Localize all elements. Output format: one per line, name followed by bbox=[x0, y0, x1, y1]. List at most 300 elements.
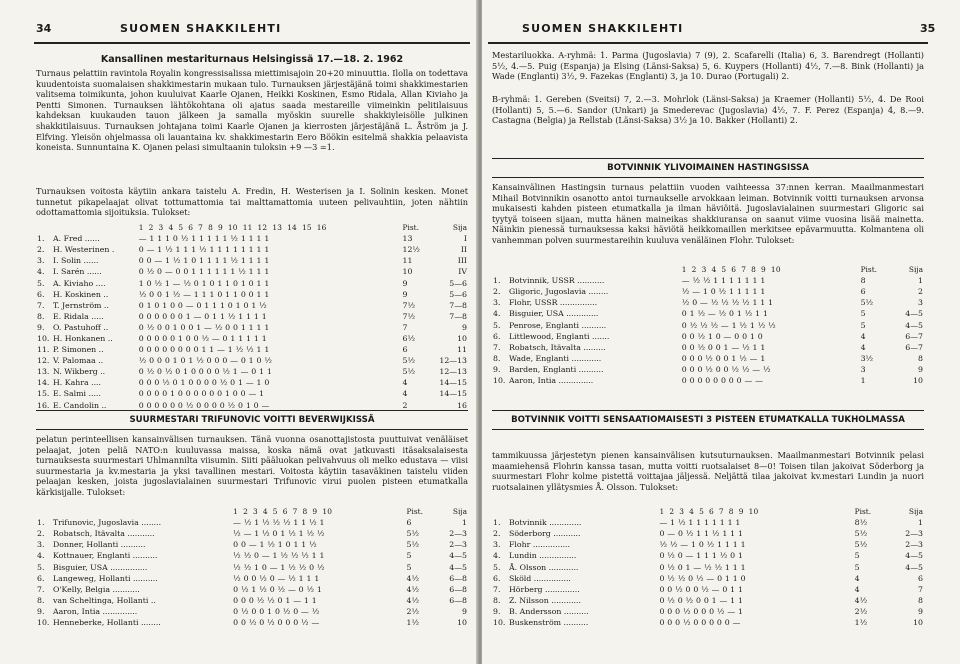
player-rank: 4. bbox=[37, 551, 45, 561]
player-points: 4 bbox=[854, 573, 860, 583]
article-body-2 bbox=[492, 94, 924, 126]
table-row bbox=[492, 331, 924, 342]
player-name: Robatsch, Itävalta ......... bbox=[509, 342, 606, 352]
player-results: 0 ½ 0 ½ 0 0 1 — 1 1 bbox=[659, 595, 744, 605]
player-position: 1 bbox=[462, 518, 467, 528]
player-position: 7—8 bbox=[449, 311, 467, 321]
player-position: 9 bbox=[918, 606, 923, 616]
article-paragraph: Turnaus pelattiin ravintola Royalin kongressisalissa miettimisajoin 20+20 minuuttia. Ilolla on todettava kuudentoista suomalaisen shakkimestarin mukaan tulo. Turnauksen järjestäjänä toimi shakkimestarien valitsema toimikunta, johon kuuluivat Kaarle Ojanen, Heikki Koskinen, Esmo Ridala, Allan Kiviaho ja Pentti Simonen. Turnauksen lähtökohtana oli ajatus saada mestareille viimeinkin pelitilaisuus kahdeksan kuukauden tauon jälkeen ja samalla myöskin suurelle shakkiyleisölle julkinen shakkitilaisuus. Turnauksen johtajana toimi Kaarle Ojanen ja kierrosten järjestäjänä L. Åström ja J. Elfving. Yleisön ohjelmassa oli lauantaina kv. shakkimestarin Eero Böökin esitelmä shakkia pelaavista koneista. Sunnuntaina K. Ojanen pelasi simultaanin tuloksin +9 —3 =1. bbox=[36, 68, 468, 153]
player-rank: 9. bbox=[37, 322, 45, 332]
crosstable-kansallinen bbox=[36, 222, 468, 411]
header-pts: Pist. bbox=[406, 507, 423, 517]
player-results: — 1 ½ 1 1 1 1 1 1 1 bbox=[659, 518, 741, 528]
page-header: SUOMEN SHAKKILEHTI bbox=[522, 22, 684, 35]
player-name: Å. Olsson ............ bbox=[509, 562, 579, 572]
player-results: 0 ½ ½ ½ — 1 ½ 1 ½ ½ bbox=[681, 320, 776, 330]
header-pos: Sija bbox=[452, 223, 467, 233]
player-rank: 2. bbox=[493, 287, 501, 297]
player-points: 4 bbox=[860, 342, 866, 352]
player-points: 5 bbox=[406, 562, 412, 572]
column-number: 1 bbox=[659, 507, 665, 517]
table-row bbox=[36, 300, 468, 311]
player-rank: 8. bbox=[493, 353, 501, 363]
player-results: — ½ ½ 1 1 1 1 1 1 1 bbox=[681, 276, 766, 286]
player-name: Penrose, Englanti .......... bbox=[509, 320, 607, 330]
column-number: 2 bbox=[669, 507, 675, 517]
player-name: B. Andersson .......... bbox=[509, 606, 589, 616]
player-results: 0 0 0 0 0 0 0 0 1 1 — 1 ½ ½ 1 1 bbox=[138, 345, 270, 355]
header-pos: Sija bbox=[908, 265, 923, 275]
player-points: 5½ bbox=[406, 540, 420, 550]
column-number: 12 bbox=[257, 223, 268, 233]
column-number: 4 bbox=[168, 223, 174, 233]
column-number: 6 bbox=[731, 265, 737, 275]
player-position: 14—15 bbox=[439, 389, 467, 399]
player-name: Littlewood, Englanti ....... bbox=[509, 331, 610, 341]
column-number: 11 bbox=[242, 223, 253, 233]
player-rank: 2. bbox=[37, 245, 45, 255]
player-position: 2—3 bbox=[905, 540, 923, 550]
header-pts: Pist. bbox=[402, 223, 419, 233]
player-points: 3½ bbox=[860, 353, 874, 363]
player-results: ½ 0 0 1 ½ — 1 1 1 0 1 1 0 0 1 1 bbox=[138, 289, 270, 299]
player-rank: 10. bbox=[37, 617, 50, 627]
table-row bbox=[492, 517, 924, 528]
column-number: 15 bbox=[301, 223, 312, 233]
table-row bbox=[492, 319, 924, 330]
player-rank: 7. bbox=[37, 584, 45, 594]
player-rank: 6. bbox=[37, 573, 45, 583]
player-rank: 7. bbox=[493, 584, 501, 594]
player-name: H. Kahra .... bbox=[53, 378, 102, 388]
player-rank: 14. bbox=[37, 378, 50, 388]
column-number: 9 bbox=[217, 223, 223, 233]
table-row bbox=[36, 244, 468, 255]
table-row bbox=[36, 255, 468, 266]
player-position: 10 bbox=[913, 617, 923, 627]
player-position: 2—3 bbox=[449, 540, 467, 550]
player-results: 0 ½ ½ 0 ½ — 0 1 1 0 bbox=[659, 573, 746, 583]
column-number: 7 bbox=[198, 223, 204, 233]
player-name: H. Westerinen . bbox=[53, 245, 115, 255]
column-number: 9 bbox=[761, 265, 766, 275]
article-title: Kansallinen mestariturnaus Helsingissä 17.—18. 2. 1962 bbox=[100, 54, 404, 65]
player-rank: 8. bbox=[37, 311, 45, 321]
column-number: 2 bbox=[148, 223, 154, 233]
table-row bbox=[492, 573, 924, 584]
table-row bbox=[36, 606, 468, 617]
player-position: 4—5 bbox=[905, 320, 923, 330]
player-name: Bisguier, USA ............. bbox=[509, 309, 599, 319]
player-name: Trifunovic, Jugoslavia ........ bbox=[53, 518, 162, 528]
player-position: 4—5 bbox=[449, 562, 467, 572]
player-name: Langeweg, Hollanti .......... bbox=[53, 573, 158, 583]
player-rank: 4. bbox=[493, 309, 501, 319]
player-points: 6½ bbox=[402, 333, 416, 343]
column-number: 5 bbox=[699, 507, 704, 517]
player-results: 0 0 — 1 ½ 1 0 1 1 ½ bbox=[233, 540, 317, 550]
column-number: 2 bbox=[243, 507, 248, 517]
column-number: 9 bbox=[738, 507, 744, 517]
player-results: 0 ½ 0 ½ 0 1 0 0 0 0 ½ 1 — 0 1 1 bbox=[138, 367, 273, 377]
player-points: 8 bbox=[860, 276, 866, 286]
table-row bbox=[36, 289, 468, 300]
player-position: 4—5 bbox=[905, 309, 923, 319]
player-results: — 1 1 1 0 ½ 1 1 1 1 1 ½ 1 1 1 1 bbox=[138, 234, 270, 244]
player-name: N. Wikberg .. bbox=[53, 367, 106, 377]
player-points: 1½ bbox=[406, 617, 420, 627]
player-name: Botvinnik ............. bbox=[509, 518, 582, 528]
player-position: 6—7 bbox=[905, 342, 923, 352]
player-points: 10 bbox=[402, 267, 413, 277]
player-points: 2½ bbox=[406, 606, 420, 616]
player-results: 0 0 0 0 0 1 0 0 ½ — 0 1 1 1 1 1 bbox=[138, 333, 267, 343]
player-points: 4½ bbox=[854, 595, 868, 605]
player-name: Kottnauer, Englanti .......... bbox=[53, 551, 158, 561]
player-name: A. Fred ...... bbox=[53, 234, 100, 244]
header-pos: Sija bbox=[452, 507, 467, 517]
article-paragraph: Mestariluokka. A-ryhmä: 1. Parma (Jugoslavia) 7 (9), 2. Scafarelli (Italia) 6, 3. Barendregt (Hollanti) 5½, 4.—5. Puig (Espanja) ja Elsing (Länsi-Saksa) 5, 6. Kuypers (Hollanti) 4½, 7.—8. Bink (Hollanti) ja Wade (Englanti) 3½, 9. Fazekas (Englanti) 3, ja 10. Durao (Portugali) 2. bbox=[492, 50, 924, 82]
player-name: Barden, Englanti .......... bbox=[509, 364, 604, 374]
player-results: — ½ 1 ½ ½ ½ 1 1 ½ 1 bbox=[233, 518, 325, 528]
player-position: 6—8 bbox=[449, 573, 467, 583]
table-row bbox=[492, 584, 924, 595]
player-results: 0 1 ½ — ½ 0 1 ½ 1 1 bbox=[681, 309, 769, 319]
player-name: Aaron, Intia .............. bbox=[509, 375, 594, 385]
column-number: 5 bbox=[178, 223, 184, 233]
column-number: 3 bbox=[701, 265, 707, 275]
article-body bbox=[492, 50, 924, 82]
column-number: 1 bbox=[138, 223, 144, 233]
player-rank: 2. bbox=[37, 529, 45, 539]
article-title: BOTVINNIK VOITTI SENSAATIOMAISESTI 3 PISTEEN ETUMATKALLA TUKHOLMASSA bbox=[492, 410, 924, 430]
column-number: 6 bbox=[282, 507, 288, 517]
table-row bbox=[36, 266, 468, 277]
player-points: 5½ bbox=[854, 529, 868, 539]
header-pos: Sija bbox=[908, 507, 923, 517]
column-headers bbox=[138, 222, 402, 233]
player-points: 5½ bbox=[854, 540, 868, 550]
player-rank: 10. bbox=[37, 333, 50, 343]
player-rank: 9. bbox=[37, 606, 45, 616]
player-name: Buskenström .......... bbox=[509, 617, 589, 627]
player-points: 4½ bbox=[406, 573, 420, 583]
player-points: 4 bbox=[854, 584, 860, 594]
column-number: 4 bbox=[262, 507, 268, 517]
player-rank: 5. bbox=[493, 320, 501, 330]
player-position: 8 bbox=[918, 595, 923, 605]
player-position: 12—13 bbox=[439, 356, 467, 366]
column-headers bbox=[232, 506, 405, 517]
player-name: E. Ridala ..... bbox=[53, 311, 104, 321]
table-header-row bbox=[36, 222, 468, 233]
table-row bbox=[36, 233, 468, 244]
column-number: 7 bbox=[741, 265, 747, 275]
player-position: III bbox=[457, 256, 467, 266]
player-results: 0 — 1 ½ 1 1 1 ½ 1 1 1 1 1 1 1 1 bbox=[138, 245, 270, 255]
player-points: 4½ bbox=[406, 584, 420, 594]
player-name: Aaron, Intia .............. bbox=[53, 606, 138, 616]
article-body bbox=[492, 182, 924, 246]
table-row bbox=[36, 561, 468, 572]
player-position: 8 bbox=[918, 353, 923, 363]
player-name: Z. Nilsson ............ bbox=[509, 595, 581, 605]
column-number: 8 bbox=[751, 265, 757, 275]
table-row bbox=[36, 528, 468, 539]
player-name: Donner, Hollanti .......... bbox=[53, 540, 146, 550]
player-name: Lundin ............... bbox=[509, 551, 577, 561]
article-body-2 bbox=[36, 186, 468, 218]
player-name: Sköld ............... bbox=[509, 573, 571, 583]
player-results: ½ 0 0 0 1 0 1 ½ 0 0 0 — 0 1 0 ½ bbox=[138, 356, 273, 366]
column-number: 10 bbox=[770, 265, 781, 275]
player-results: ½ — 1 ½ 0 1 ½ 1 ½ ½ bbox=[233, 529, 325, 539]
article-title: BOTVINNIK YLIVOIMAINEN HASTINGSISSA bbox=[492, 158, 924, 178]
table-row bbox=[36, 539, 468, 550]
player-name: O. Pastuhoff .. bbox=[53, 322, 109, 332]
article-body bbox=[492, 450, 924, 492]
player-position: 2 bbox=[918, 287, 923, 297]
player-rank: 3. bbox=[37, 540, 45, 550]
table-row bbox=[492, 375, 924, 386]
player-points: 8½ bbox=[854, 518, 868, 528]
player-name: O'Kelly, Belgia ........... bbox=[53, 584, 140, 594]
player-points: 4½ bbox=[406, 595, 420, 605]
table-row bbox=[36, 595, 468, 606]
table-header-row bbox=[36, 506, 468, 517]
player-rank: 3. bbox=[493, 540, 501, 550]
player-points: 5 bbox=[854, 562, 860, 572]
player-results: 0 0 0 0 1 0 0 0 0 0 0 1 0 0 — 1 bbox=[138, 389, 265, 399]
player-name: Flohr ............... bbox=[509, 540, 571, 550]
player-points: 2 bbox=[402, 400, 408, 410]
table-row bbox=[492, 606, 924, 617]
player-position: I bbox=[463, 234, 467, 244]
player-results: ½ ½ 0 — 1 ½ ½ ½ 1 1 bbox=[233, 551, 325, 561]
player-name: E. Salmi ..... bbox=[53, 389, 101, 399]
player-points: 1½ bbox=[854, 617, 868, 627]
player-rank: 1. bbox=[493, 518, 501, 528]
player-points: 5 bbox=[854, 551, 860, 561]
player-rank: 12. bbox=[37, 356, 50, 366]
player-results: 0 0 0 ½ 0 0 ½ ½ — ½ bbox=[681, 364, 771, 374]
player-results: ½ ½ — 1 0 ½ 1 1 1 1 bbox=[659, 540, 746, 550]
table-row bbox=[492, 595, 924, 606]
player-rank: 5. bbox=[493, 562, 501, 572]
table-row bbox=[492, 275, 924, 286]
header-rule bbox=[34, 42, 470, 44]
player-results: 0 ½ 0 0 1 0 ½ 0 — ½ bbox=[233, 606, 320, 616]
table-row bbox=[36, 388, 468, 399]
player-rank: 3. bbox=[37, 256, 45, 266]
player-rank: 5. bbox=[37, 278, 45, 288]
table-row bbox=[36, 617, 468, 628]
table-row bbox=[492, 550, 924, 561]
table-row bbox=[492, 617, 924, 628]
player-rank: 3. bbox=[493, 298, 501, 308]
player-results: ½ ½ 1 0 — 1 ½ ½ 0 ½ bbox=[233, 562, 325, 572]
player-name: H. Honkanen .. bbox=[53, 333, 113, 343]
table-row bbox=[36, 322, 468, 333]
player-points: 5½ bbox=[402, 356, 416, 366]
article-title: SUURMESTARI TRIFUNOVIC VOITTI BEVERWIJKISSÄ bbox=[36, 410, 468, 430]
column-number: 2 bbox=[691, 265, 697, 275]
table-row bbox=[492, 286, 924, 297]
player-results: 0 0 ½ 1 0 — 0 0 1 0 bbox=[681, 331, 763, 341]
player-results: 0 ½ 0 1 — ½ ½ 1 1 1 bbox=[659, 562, 746, 572]
player-rank: 15. bbox=[37, 389, 50, 399]
column-number: 3 bbox=[679, 507, 685, 517]
column-number: 16 bbox=[316, 223, 327, 233]
player-points: 13 bbox=[402, 234, 413, 244]
table-row bbox=[36, 377, 468, 388]
player-results: ½ — 1 0 ½ 1 1 1 1 1 bbox=[681, 287, 766, 297]
table-row bbox=[36, 517, 468, 528]
player-points: 12½ bbox=[402, 245, 420, 255]
player-position: 4—5 bbox=[449, 551, 467, 561]
header-pts: Pist. bbox=[854, 507, 872, 517]
table-row bbox=[492, 342, 924, 353]
player-results: 0 0 — 1 ½ 1 0 1 1 1 1 ½ 1 1 1 1 bbox=[138, 256, 270, 266]
player-position: 2—3 bbox=[905, 529, 923, 539]
player-results: 0 0 0 0 0 0 ½ 0 0 0 0 ½ 0 1 0 — bbox=[138, 400, 270, 410]
column-number: 10 bbox=[322, 507, 333, 517]
left-page bbox=[0, 0, 478, 664]
player-rank: 4. bbox=[493, 551, 501, 561]
crosstable-hastings bbox=[492, 264, 924, 386]
column-number: 9 bbox=[312, 507, 318, 517]
table-header-row bbox=[492, 264, 924, 275]
player-points: 3 bbox=[860, 364, 866, 374]
column-number: 10 bbox=[748, 507, 759, 517]
player-name: H. Koskinen .. bbox=[53, 289, 109, 299]
player-results: 0 1 0 1 0 0 — 0 1 1 1 0 1 0 1 ½ bbox=[138, 300, 267, 310]
column-number: 7 bbox=[292, 507, 298, 517]
player-points: 7½ bbox=[402, 300, 416, 310]
player-rank: 8. bbox=[493, 595, 501, 605]
table-row bbox=[492, 561, 924, 572]
player-position: 16 bbox=[457, 400, 467, 410]
table-row bbox=[36, 400, 468, 411]
right-page bbox=[482, 0, 960, 664]
player-rank: 8. bbox=[37, 595, 45, 605]
player-rank: 10. bbox=[493, 617, 506, 627]
column-number: 1 bbox=[681, 265, 687, 275]
player-rank: 7. bbox=[493, 342, 501, 352]
player-results: 0 0 ½ 0 0 1 — ½ 1 1 bbox=[681, 342, 766, 352]
player-name: Söderborg ........... bbox=[509, 529, 581, 539]
column-number: 4 bbox=[689, 507, 695, 517]
column-number: 6 bbox=[188, 223, 194, 233]
player-position: 4—5 bbox=[905, 551, 923, 561]
player-results: 0 ½ 0 — 0 0 1 1 1 1 1 1 ½ 1 1 1 bbox=[138, 267, 270, 277]
player-points: 7 bbox=[402, 322, 408, 332]
player-position: 12—13 bbox=[439, 367, 467, 377]
player-position: 5—6 bbox=[449, 278, 467, 288]
header-pts: Pist. bbox=[860, 265, 878, 275]
player-results: 1 0 ½ 1 — ½ 0 1 0 1 1 0 1 0 1 1 bbox=[138, 278, 270, 288]
column-number: 5 bbox=[272, 507, 278, 517]
player-results: 0 0 ½ 0 ½ 0 0 0 ½ — bbox=[233, 617, 320, 627]
player-results: 0 0 0 0 0 0 0 0 — — bbox=[681, 375, 764, 385]
player-rank: 9. bbox=[493, 364, 501, 374]
player-points: 6 bbox=[860, 287, 866, 297]
player-points: 5 bbox=[860, 320, 866, 330]
crosstable-beverwijk bbox=[36, 506, 468, 628]
player-position: 5—6 bbox=[449, 289, 467, 299]
column-number: 5 bbox=[721, 265, 727, 275]
table-row bbox=[492, 353, 924, 364]
player-results: 0 — 0 ½ 1 1 ½ 1 1 1 bbox=[659, 529, 744, 539]
column-number: 6 bbox=[708, 507, 714, 517]
player-position: 6 bbox=[918, 573, 923, 583]
column-number: 7 bbox=[718, 507, 724, 517]
player-results: 0 ½ 0 — 1 1 1 ½ 0 1 bbox=[659, 551, 744, 561]
player-points: 11 bbox=[402, 256, 413, 266]
player-rank: 10. bbox=[493, 375, 506, 385]
player-points: 5½ bbox=[402, 367, 416, 377]
player-rank: 5. bbox=[37, 562, 45, 572]
player-position: 3 bbox=[918, 298, 923, 308]
player-rank: 1. bbox=[493, 276, 501, 286]
player-results: 0 0 0 ½ 0 0 1 ½ — 1 bbox=[681, 353, 766, 363]
player-rank: 1. bbox=[37, 518, 45, 528]
player-rank: 6. bbox=[493, 573, 501, 583]
player-name: Gligoric, Jugoslavia ........ bbox=[509, 287, 609, 297]
player-position: 9 bbox=[918, 364, 923, 374]
column-headers bbox=[658, 506, 853, 517]
player-name: P. Simonen .. bbox=[53, 345, 104, 355]
player-position: 6—8 bbox=[449, 584, 467, 594]
player-rank: 7. bbox=[37, 300, 45, 310]
player-results: 0 0 0 ½ 0 1 0 0 0 0 ½ 0 1 — 1 0 bbox=[138, 378, 270, 388]
player-position: 10 bbox=[457, 617, 467, 627]
table-row bbox=[492, 308, 924, 319]
player-position: IV bbox=[458, 267, 467, 277]
table-row bbox=[36, 366, 468, 377]
player-points: 4 bbox=[402, 389, 408, 399]
player-name: van Scheltinga, Hollanti .. bbox=[53, 595, 156, 605]
player-rank: 9. bbox=[493, 606, 501, 616]
player-name: Robatsch, Itävalta ........... bbox=[53, 529, 155, 539]
player-rank: 2. bbox=[493, 529, 501, 539]
player-name: Wade, Englanti ............ bbox=[509, 353, 602, 363]
player-name: Henneberke, Hollanti ........ bbox=[53, 617, 161, 627]
player-position: 10 bbox=[457, 333, 467, 343]
player-name: A. Kiviaho .... bbox=[53, 278, 106, 288]
player-points: 1 bbox=[860, 375, 866, 385]
player-position: 6—7 bbox=[905, 331, 923, 341]
player-position: 7 bbox=[918, 584, 923, 594]
column-number: 8 bbox=[728, 507, 734, 517]
player-results: 0 0 0 ½ 0 0 0 0 0 — bbox=[659, 617, 741, 627]
page-number: 34 bbox=[36, 22, 52, 35]
article-paragraph: B-ryhmä: 1. Gereben (Sveitsi) 7, 2.—3. Mohrlok (Länsi-Saksa) ja Kraemer (Hollanti) 5½, 4. De Rooi (Hollanti) 5, 5.—6. Sandor (Unkari) ja Smederevac (Jugoslavia) 4½, 7. F. Perez (Espanja) 4, 8.—9. Castagna (Belgia) ja Rellstab (Länsi-Saksa) 3½ ja 10. Bakker (Hollanti) 2. bbox=[492, 94, 924, 126]
table-row bbox=[492, 539, 924, 550]
table-row bbox=[36, 333, 468, 344]
player-results: 0 0 0 ½ 0 0 0 ½ — 1 bbox=[659, 606, 744, 616]
player-points: 9 bbox=[402, 278, 408, 288]
player-points: 9 bbox=[402, 289, 408, 299]
player-rank: 11. bbox=[37, 345, 50, 355]
article-body bbox=[36, 68, 468, 153]
player-position: II bbox=[460, 245, 467, 255]
column-number: 4 bbox=[711, 265, 717, 275]
table-row bbox=[36, 355, 468, 366]
player-results: 0 0 ½ 0 0 ½ — 0 1 1 bbox=[659, 584, 744, 594]
article-paragraph: tammikuussa järjestetyn pienen kansainvälisen kutsuturnauksen. Maailmanmestari Botvinnik pelasi maamiehensä Flohrin kanssa tasan, mutta voitti ruotsalaiset 8—0! Toisen tilan jakoivat Söderborg ja suurmestari Flohr kolme pistettä voittajaa jäljessä. Neljättä tilaa jakoivat kv.mestari Lundin ja nuori ruotsalainen yllätysmies Å. Olsson. Tulokset: bbox=[492, 450, 924, 492]
player-name: I. Solin ...... bbox=[53, 256, 99, 266]
